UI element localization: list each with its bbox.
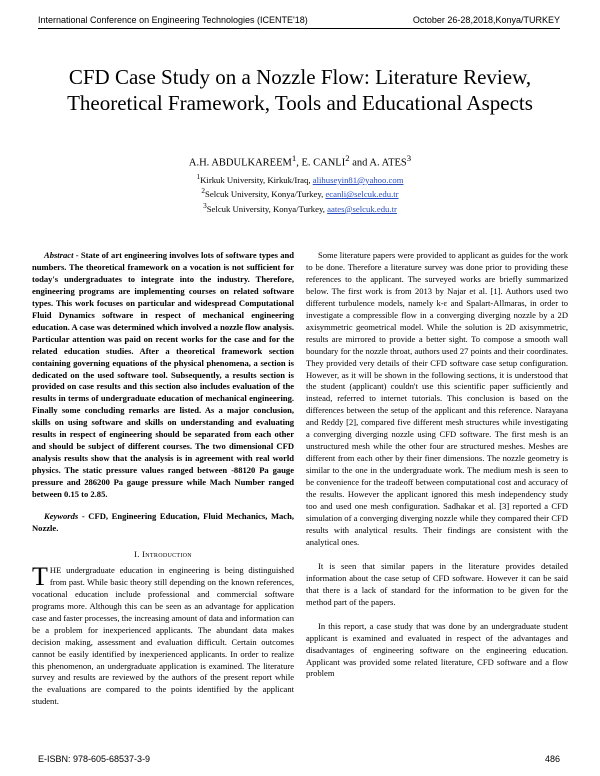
right-column <box>306 250 568 692</box>
section-number: I. <box>134 548 140 559</box>
affiliation-3-text: Selcuk University, Konya/Turkey, <box>206 203 328 214</box>
running-header <box>38 15 560 27</box>
drop-cap: T <box>32 561 48 591</box>
header-rule <box>38 28 560 29</box>
author-2-affil-mark: 2 <box>345 153 350 163</box>
author-2: , E. CANLI <box>296 157 346 169</box>
section-heading-introduction <box>32 549 294 561</box>
paper-title: CFD Case Study on a Nozzle Flow: Literature Review, Theoretical Framework, Tools and Educational Aspects <box>67 65 533 115</box>
right-paragraph-3: In this report, a case study that was done by an undergraduate student applicant is examined and evaluated in respect of the advantages and disadvantages of engineering software on the engineering education. Applicant was provided some related literature, CFD software and a flow problem <box>306 620 568 679</box>
abstract-label: Abstract <box>44 250 74 260</box>
affiliation-1-email-link[interactable]: alihuseyin81@yahoo.com <box>312 174 404 185</box>
intro-body: HE undergraduate education in engineering is being distinguished from past. While basic theory still depending on the known references, vocational education include professional and commercial software programs more. Although this can be seen as an advantage for application case and faster processes, the increasing amount of data and information can be a problem for inexperienced applicants. The abundant data makes decision making, assessment and evaluation difficult. Certain outcomes cannot be easily identified by inexperienced applicants. In order to realize this phenomenon, an undergraduate application is examined. The literature survey and results are reviewed by the authors of the present report while the evaluations are compared to the points identified by the applicant student. <box>32 564 294 707</box>
author-1-affil-mark: 1 <box>291 153 297 163</box>
author-1: A.H. ABDULKAREEM <box>188 157 292 169</box>
author-list <box>40 153 560 169</box>
affiliation-2 <box>40 186 560 200</box>
right-paragraph-1: Some literature papers were provided to applicant as guides for the work to be done. Therefore a literature survey was done prior to providing these references to the applicant. The surveyed works are briefly summarized below. The first work is from 2013 by Najar et al. [1]. Authors used two different turbulence models, namely k-ε and Spalart-Allmaras, in order to investigate a compressible flow in a converging diverging nozzle by a 2D axisymmetric geometrical model. While the solution is 2D axisymmetric, results are mirrored to provide a better sight. To compose a smooth wall boundary for the nozzle throat, authors used 27 points and their coordinates. They provided very details of their CFD software case setup configuration. However, as it will be shown in the following sections, it is understood that the student (applicant) couldn't use this scientific paper sufficiently and instead, referred to internet tutorials. This conclusion is based on the differences between the setup of the applicant and this reference. Narayana and Reddy [2], compared five different mesh structures while investigating a converging diverging nozzle using CFD software. The first mesh is an unstructured mesh while the other four are structured meshes. Meshes are different from each other by their finer dimensions. The nozzle geometry is similar to the one in the undergraduate work. The medium mesh is seen to be convenience for the tradeoff between computational cost and accuracy of the results. However the applicant ignored this mesh independency study too and used one mesh configuration. Sadhakar et al. [3] reported a CFD simulation of a converging diverging nozzle while they compared their CFD results with analytical results. Their findings are consistent with the analytical ones. <box>306 250 568 547</box>
author-3-affil-mark: 3 <box>406 153 412 163</box>
conference-date-place: October 26-28,2018,Konya/TURKEY <box>412 15 560 25</box>
keywords-label: Keywords <box>44 511 79 522</box>
isbn: E-ISBN: 978-605-68537-3-9 <box>38 754 151 764</box>
affiliation-2-text: Selcuk University, Konya/Turkey, <box>205 189 326 200</box>
intro-paragraph <box>32 561 294 708</box>
abstract-body: - State of art engineering involves lots of software types and numbers. The theoretical framework on a vocation is not sufficient for today's undergraduates to integrate into the industry. Therefore, engineering programs are implementing courses on related software types. This work focuses on particular and widespread Computational Fluid Dynamics software in respect of mechanical engineering education. A case was determined which involved a nozzle flow analysis. Particular attention was paid on recent works for the case and for the related education studies. After a theoretical framework section containing governing equations of the physical phenomena, a section is dedicated on the used software tool. Subsequently, a results section is provided on case results and this section also includes evaluation of the results in terms of undergraduate education of mechanical engineering. Finally some concluding remarks are listed. As a major conclusion, skills on using software and skills on understanding and evaluating results in respect of engineering should be separated from each other and should be subject of different courses. The two dimensional CFD analysis results show that the analysis is in agreement with real world physics. The static pressure values ranged between -88120 Pa gauge pressure and 286200 Pa gauge pressure while Mach Number ranged between 0.15 to 2.85. <box>32 250 294 500</box>
author-3: and A. ATES <box>349 157 407 169</box>
abstract <box>32 250 294 501</box>
conference-name: International Conference on Engineering Technologies (ICENTE'18) <box>38 15 308 25</box>
page-number: 486 <box>544 754 560 764</box>
affiliations <box>40 172 560 215</box>
affiliation-1-text: Kirkuk University, Kirkuk/Iraq, <box>200 174 313 185</box>
affiliation-3-mark: 3 <box>203 201 207 210</box>
affiliation-1 <box>40 172 560 186</box>
left-column <box>32 250 294 708</box>
keywords-body: - CFD, Engineering Education, Fluid Mechanics, Mach, Nozzle. <box>32 511 294 533</box>
keywords <box>32 511 294 535</box>
affiliation-3 <box>40 201 560 215</box>
affiliation-2-mark: 2 <box>201 187 206 196</box>
affiliation-2-email-link[interactable]: ecanli@selcuk.edu.tr <box>325 189 399 200</box>
affiliation-3-email-link[interactable]: aates@selcuk.edu.tr <box>327 203 397 214</box>
right-paragraph-2: It is seen that similar papers in the literature provides detailed information about the case setup of CFD software. However it can be said that there is a lack of standard for the information to be given for the method part of the papers. <box>306 560 568 607</box>
section-title: Introduction <box>142 548 192 559</box>
affiliation-1-mark: 1 <box>196 173 201 181</box>
